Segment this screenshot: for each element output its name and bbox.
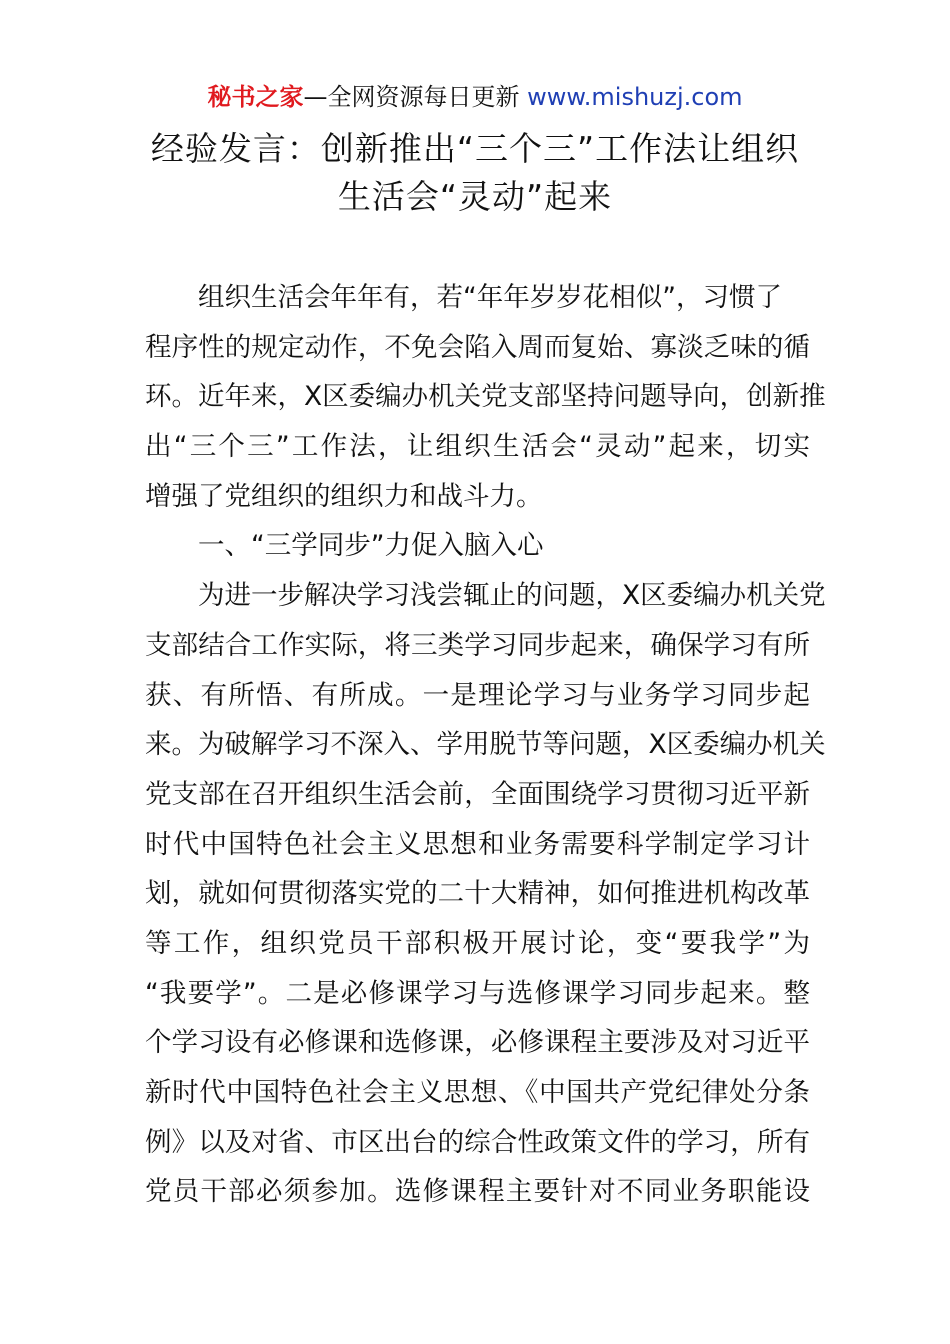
body-line: 增强了党组织的组织力和战斗力。 [145, 480, 543, 512]
section-heading: 一、“三学同步”力促入脑入心 [198, 530, 544, 562]
body-line: 例》以及对省、市区出台的综合性政策文件的学习，所有 [145, 1126, 810, 1158]
body-line: 来。为破解学习不深入、学用脱节等问题，X区委编办机关 [145, 729, 826, 761]
title-line-2: 生活会“灵动”起来 [337, 177, 613, 216]
site-tagline: —全网资源每日更新 [303, 83, 528, 111]
body-line: 程序性的规定动作，不免会陷入周而复始、寡淡乏味的循 [145, 331, 810, 363]
body-line: 划，就如何贯彻落实党的二十大精神，如何推进机构改革 [145, 878, 810, 910]
site-url-link[interactable]: www.mishuzj.com [527, 83, 743, 111]
body-line: 获、有所悟、有所成。一是理论学习与业务学习同步起 [145, 679, 810, 711]
body-line: 环。近年来，X区委编办机关党支部坚持问题导向，创新推 [145, 381, 826, 413]
body-line: 党员干部必须参加。选修课程主要针对不同业务职能设 [145, 1176, 810, 1208]
title-line-1: 经验发言：创新推出“三个三”工作法让组织 [150, 129, 800, 168]
body-line: 支部结合工作实际，将三类学习同步起来，确保学习有所 [145, 629, 810, 661]
body-line: 党支部在召开组织生活会前，全面围绕学习贯彻习近平新 [145, 778, 810, 810]
site-header [0, 80, 950, 114]
document-body [145, 273, 826, 1217]
body-line: 组织生活会年年有，若“年年岁岁花相似”，习惯了 [198, 282, 782, 313]
body-line: 为进一步解决学习浅尝辄止的问题，X区委编办机关党 [198, 580, 826, 612]
body-line: “我要学”。二是必修课学习与选修课学习同步起来。整 [145, 977, 810, 1009]
body-line: 新时代中国特色社会主义思想、《中国共产党纪律处分条 [145, 1077, 810, 1108]
body-line: 时代中国特色社会主义思想和业务需要科学制定学习计 [145, 828, 810, 860]
document-title [100, 125, 850, 221]
body-line: 等工作，组织党员干部积极开展讨论，变“要我学”为 [145, 927, 810, 959]
body-line: 个学习设有必修课和选修课，必修课程主要涉及对习近平 [145, 1027, 810, 1059]
site-brand: 秘书之家 [207, 83, 304, 111]
body-line: 出“三个三”工作法，让组织生活会“灵动”起来，切实 [145, 431, 810, 463]
